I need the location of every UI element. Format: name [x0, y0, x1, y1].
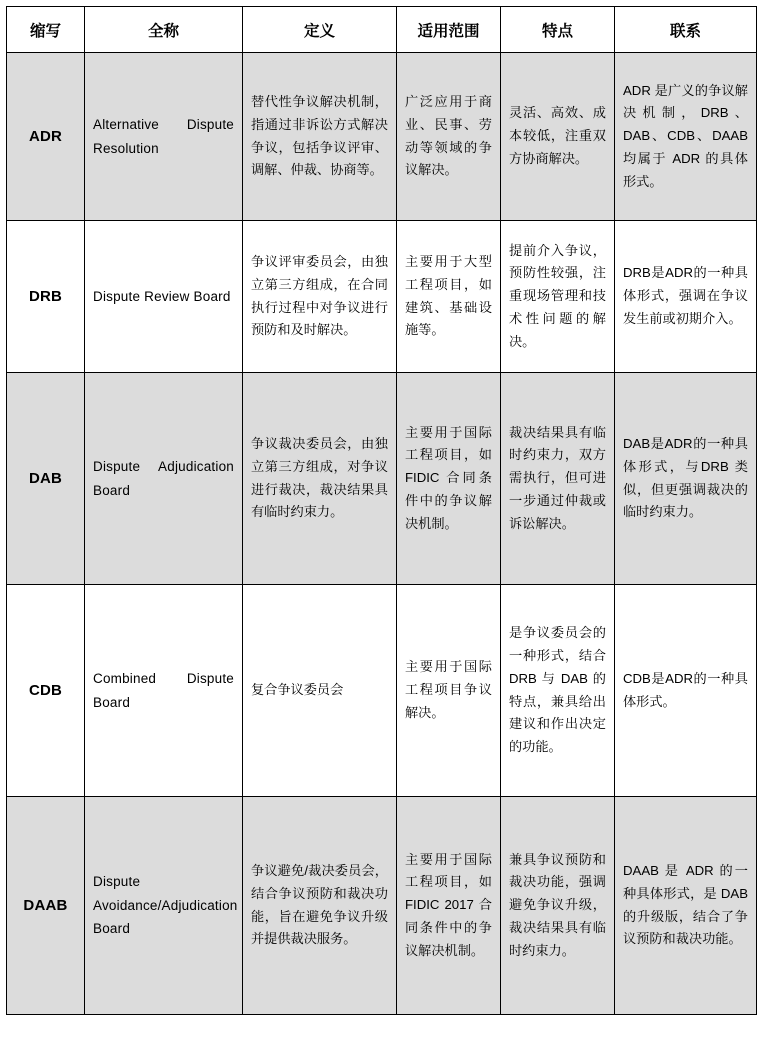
cell-scope: 主要用于国际工程项目争议解决。	[397, 585, 501, 797]
cell-full-name: Combined Dispute Board	[85, 585, 243, 797]
cell-features: 兼具争议预防和裁决功能，强调避免争议升级，裁决结果具有临时约束力。	[501, 797, 615, 1015]
cell-abbreviation: DAAB	[7, 797, 85, 1015]
cell-definition: 替代性争议解决机制，指通过非诉讼方式解决争议，包括争议评审、调解、仲裁、协商等。	[243, 53, 397, 221]
cell-features: 裁决结果具有临时约束力，双方需执行，但可进一步通过仲裁或诉讼解决。	[501, 373, 615, 585]
cell-definition: 争议裁决委员会，由独立第三方组成，对争议进行裁决，裁决结果具有临时约束力。	[243, 373, 397, 585]
column-header-full-name: 全称	[85, 7, 243, 53]
column-header-definition: 定义	[243, 7, 397, 53]
cell-definition: 争议评审委员会，由独立第三方组成，在合同执行过程中对争议进行预防和及时解决。	[243, 221, 397, 373]
table-body	[7, 53, 757, 1015]
table-row	[7, 53, 757, 221]
cell-full-name: Dispute Adjudication Board	[85, 373, 243, 585]
cell-abbreviation: DRB	[7, 221, 85, 373]
table-row	[7, 221, 757, 373]
cell-relation: DRB是ADR的一种具体形式，强调在争议发生前或初期介入。	[615, 221, 757, 373]
column-header-scope: 适用范围	[397, 7, 501, 53]
cell-relation: DAB是ADR的一种具体形式，与DRB 类似，但更强调裁决的临时约束力。	[615, 373, 757, 585]
table-row	[7, 585, 757, 797]
cell-features: 提前介入争议，预防性较强，注重现场管理和技术性问题的解决。	[501, 221, 615, 373]
column-header-relation: 联系	[615, 7, 757, 53]
cell-relation: CDB是ADR的一种具体形式。	[615, 585, 757, 797]
table-header	[7, 7, 757, 53]
cell-features: 是争议委员会的一种形式，结合 DRB 与 DAB 的特点，兼具给出建议和作出决定的功能。	[501, 585, 615, 797]
cell-relation: ADR 是广义的争议解决机制，DRB、DAB、CDB、DAAB 均属于 ADR 的具体形式。	[615, 53, 757, 221]
cell-full-name: Alternative Dispute Resolution	[85, 53, 243, 221]
cell-scope: 主要用于国际工程项目，如 FIDIC 合同条件中的争议解决机制。	[397, 373, 501, 585]
cell-features: 灵活、高效、成本较低，注重双方协商解决。	[501, 53, 615, 221]
header-row	[7, 7, 757, 53]
cell-full-name: Dispute Avoidance/Adjudication Board	[85, 797, 243, 1015]
column-header-abbreviation: 缩写	[7, 7, 85, 53]
table-row	[7, 373, 757, 585]
cell-relation: DAAB 是 ADR 的一种具体形式，是 DAB 的升级版，结合了争议预防和裁决功能。	[615, 797, 757, 1015]
cell-abbreviation: CDB	[7, 585, 85, 797]
cell-full-name: Dispute Review Board	[85, 221, 243, 373]
cell-scope: 广泛应用于商业、民事、劳动等领域的争议解决。	[397, 53, 501, 221]
dispute-board-comparison-table	[6, 6, 757, 1015]
cell-scope: 主要用于国际工程项目，如 FIDIC 2017 合同条件中的争议解决机制。	[397, 797, 501, 1015]
table-row	[7, 797, 757, 1015]
cell-definition: 复合争议委员会	[243, 585, 397, 797]
cell-abbreviation: DAB	[7, 373, 85, 585]
cell-definition: 争议避免/裁决委员会，结合争议预防和裁决功能，旨在避免争议升级并提供裁决服务。	[243, 797, 397, 1015]
cell-scope: 主要用于大型工程项目，如建筑、基础设施等。	[397, 221, 501, 373]
column-header-features: 特点	[501, 7, 615, 53]
cell-abbreviation: ADR	[7, 53, 85, 221]
